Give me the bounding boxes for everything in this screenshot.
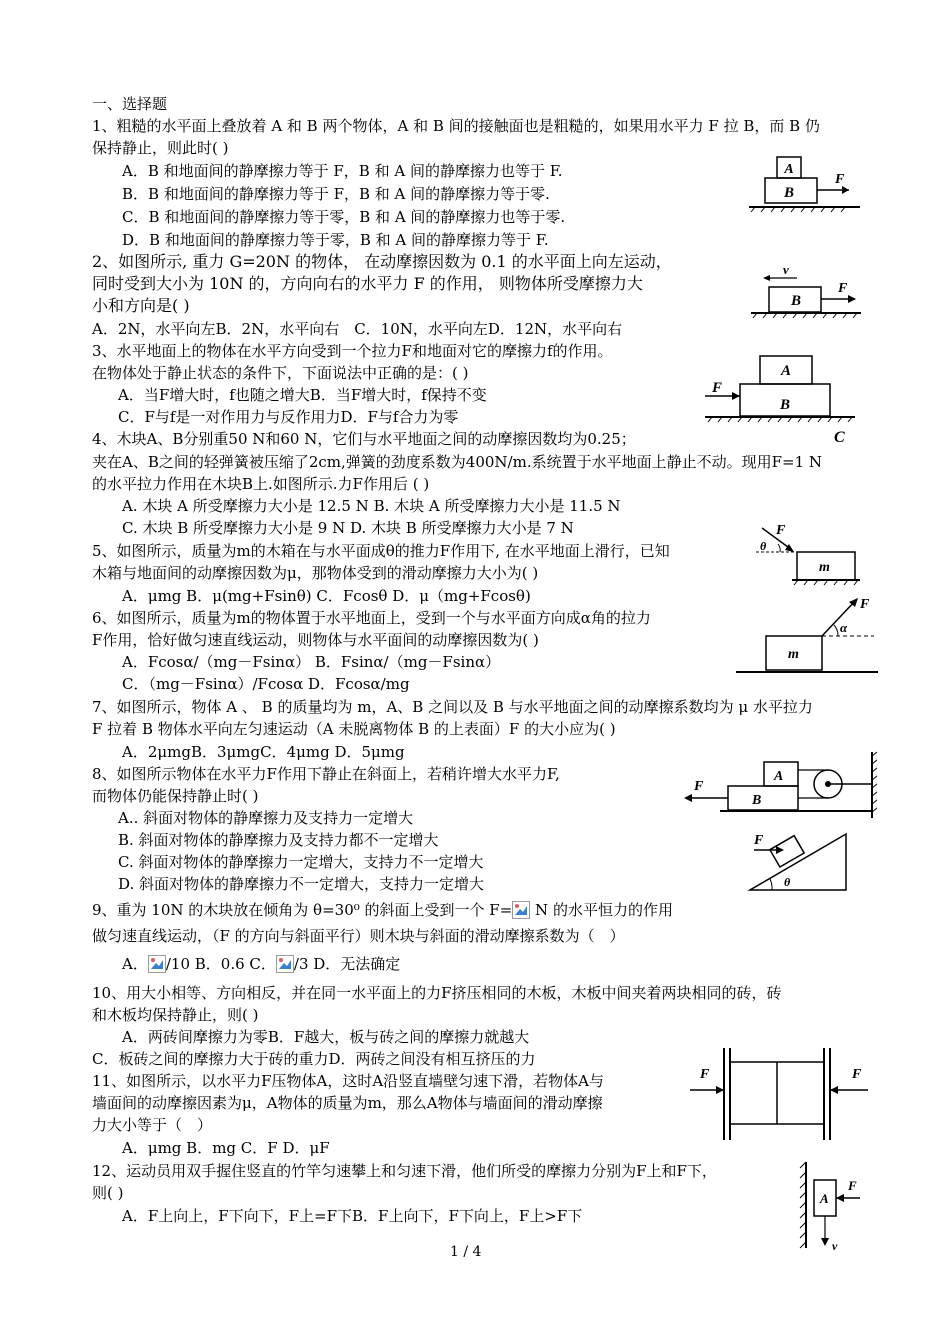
figure-q2-block-velocity bbox=[745, 265, 865, 327]
figure-q6-pulled-box bbox=[734, 592, 880, 680]
figure-q11-block-wall bbox=[794, 1158, 870, 1254]
question-10-options-ab[interactable]: A．两砖间摩擦力为零B．F越大，板与砖之间的摩擦力就越大 bbox=[122, 1028, 530, 1046]
broken-image-icon bbox=[276, 955, 294, 973]
question-9-text-b: N 的水平恒力的作用 bbox=[530, 901, 673, 919]
fig-label-f: F bbox=[754, 833, 764, 848]
question-2-line-3: 小和方向是( ) bbox=[92, 296, 190, 315]
question-7-line-1: 7、如图所示，物体 A 、 B 的质量均为 m，A、B 之间以及 B 与水平地面之间的动摩擦系数均为 μ 水平拉力 bbox=[92, 698, 813, 716]
fig-label-theta: θ bbox=[760, 539, 767, 553]
fig-label-f: F bbox=[835, 172, 845, 187]
question-3-options-ab[interactable]: A．当F增大时，f也随之增大B．当F增大时，f保持不变 bbox=[118, 386, 487, 404]
fig-label-b: B bbox=[752, 793, 762, 808]
question-6-line-2: F作用，恰好做匀速直线运动，则物体与水平面间的动摩擦因数为( ) bbox=[92, 631, 539, 649]
question-8-line-1: 8、如图所示物体在水平力F作用下静止在斜面上，若稍许增大水平力F, bbox=[92, 765, 560, 783]
question-9-line-2: 做匀速直线运动，（F 的方向与斜面平行）则木块与斜面的滑动摩擦系数为（ ） bbox=[92, 927, 625, 945]
question-12-line-1: 12、运动员用双手握住竖直的竹竿匀速攀上和匀速下滑，他们所受的摩擦力分别为F上和F下， bbox=[92, 1162, 717, 1180]
question-2-options[interactable]: A．2N，水平向左B．2N，水平向右 C．10N，水平向左D．12N，水平向右 bbox=[92, 320, 623, 338]
question-9-option-bc: /10 B．0.6 C． bbox=[165, 955, 276, 973]
fig-label-f: F bbox=[848, 1178, 857, 1193]
fig-label-v: v bbox=[783, 265, 789, 277]
question-1-option-b[interactable]: B．B 和地面间的静摩擦力等于 F，B 和 A 间的静摩擦力等于零. bbox=[122, 185, 550, 203]
question-3-line-2: 在物体处于静止状态的条件下，下面说法中正确的是：( ) bbox=[92, 364, 469, 382]
figure-q10-board-bricks bbox=[684, 1044, 874, 1144]
question-8-option-b[interactable]: B. 斜面对物体的静摩擦力及支持力都不一定增大 bbox=[118, 831, 439, 849]
figure-q5-pushed-box bbox=[752, 520, 862, 588]
question-1-line-2: 保持静止，则此时( ) bbox=[92, 139, 229, 157]
fig-label-f: F bbox=[712, 380, 723, 396]
question-3-options-cd[interactable]: C．F与f是一对作用力与反作用力D．F与f合力为零 bbox=[118, 408, 459, 426]
fig-label-a: A bbox=[784, 162, 794, 177]
figure-q3-blocks-on-ground bbox=[700, 348, 860, 448]
fig-label-b: B bbox=[780, 397, 791, 413]
fig-label-c: C bbox=[834, 429, 845, 446]
figure-q8-blocks-pulley bbox=[680, 748, 880, 820]
fig-label-f2: F bbox=[852, 1067, 862, 1082]
question-1-option-a[interactable]: A．B 和地面间的静摩擦力等于 F，B 和 A 间的静摩擦力也等于 F. bbox=[122, 162, 563, 180]
question-9-options[interactable] bbox=[122, 954, 400, 974]
fig-label-v: v bbox=[832, 1239, 838, 1253]
question-4-line-3: 的水平拉力作用在木块B上.如图所示.力F作用后 ( ) bbox=[92, 475, 430, 493]
question-7-options[interactable]: A．2μmgB．3μmgC．4μmg D．5μmg bbox=[122, 743, 405, 761]
fig-label-m: m bbox=[788, 647, 799, 662]
question-4-line-1: 4、木块A、B分别重50 N和60 N，它们与水平地面之间的动摩擦因数均为0.25； bbox=[92, 430, 636, 448]
question-6-options-ab[interactable]: A．Fcosα/（mg－Fsinα） B．Fsinα/（mg－Fsinα） bbox=[122, 653, 501, 671]
fig-label-alpha: α bbox=[840, 620, 848, 635]
broken-image-icon bbox=[148, 955, 166, 973]
question-4-options-ab[interactable]: A. 木块 A 所受摩擦力大小是 12.5 N B. 木块 A 所受摩擦力大小是 11.5 N bbox=[122, 497, 621, 515]
fig-label-f: F bbox=[838, 281, 848, 296]
question-5-line-2: 木箱与地面间的动摩擦因数为μ，那物体受到的滑动摩擦力大小为( ) bbox=[92, 564, 539, 582]
question-5-line-1: 5、如图所示，质量为m的木箱在与水平面成θ的推力F作用下, 在水平地面上滑行，已知 bbox=[92, 542, 670, 560]
fig-label-theta: θ bbox=[784, 875, 791, 889]
fig-label-f: F bbox=[776, 523, 786, 538]
fig-label-f: F bbox=[694, 779, 704, 794]
question-5-options[interactable]: A．μmg B．μ(mg+Fsinθ) C．Fcosθ D．μ（mg+Fcosθ) bbox=[122, 587, 531, 605]
question-12-options[interactable]: A．F上向上，F下向下，F上=F下B．F上向下，F下向上，F上>F下 bbox=[122, 1207, 583, 1225]
question-10-line-1: 10、用大小相等、方向相反，并在同一水平面上的力F挤压相同的木板，木板中间夹着两块相同的砖，砖 bbox=[92, 984, 782, 1002]
question-8-option-d[interactable]: D. 斜面对物体的静摩擦力不一定增大，支持力一定增大 bbox=[118, 875, 485, 893]
question-8-option-a[interactable]: A.. 斜面对物体的静摩擦力及支持力一定增大 bbox=[118, 809, 414, 827]
fig-label-a: A bbox=[774, 769, 784, 784]
question-7-line-2: F 拉着 B 物体水平向左匀速运动（A 未脱离物体 B 的上表面）F 的大小应为( ) bbox=[92, 720, 616, 738]
fig-label-f: F bbox=[860, 597, 870, 612]
question-2-line-1: 2、如图所示, 重力 G=20N 的物体， 在动摩擦因数为 0.1 的水平面上向左运动， bbox=[92, 252, 672, 271]
question-11-line-1: 11、如图所示，以水平力F压物体A，这时A沿竖直墙壁匀速下滑，若物体A与 bbox=[92, 1072, 604, 1090]
question-3-line-1: 3、水平地面上的物体在水平方向受到一个拉力F和地面对它的摩擦力f的作用。 bbox=[92, 342, 613, 360]
fig-label-b: B bbox=[791, 293, 802, 309]
question-9-line-1 bbox=[92, 900, 673, 920]
question-9-option-d: /3 D．无法确定 bbox=[293, 955, 401, 973]
figure-q8-incline bbox=[742, 826, 862, 896]
question-1-line-1: 1、粗糙的水平面上叠放着 A 和 B 两个物体，A 和 B 间的接触面也是粗糙的，如果用水平力 F 拉 B，而 B 仍 bbox=[92, 117, 820, 135]
question-6-options-cd[interactable]: C．（mg－Fsinα）/Fcosα D．Fcosα/mg bbox=[122, 675, 410, 693]
page-number: 1 / 4 bbox=[450, 1244, 482, 1260]
fig-label-a: A bbox=[781, 363, 792, 379]
question-9-option-a-label: A． bbox=[122, 955, 148, 973]
fig-label-f: F bbox=[700, 1067, 710, 1082]
section-title: 一、选择题 bbox=[92, 95, 168, 113]
question-1-option-c[interactable]: C．B 和地面间的静摩擦力等于零，B 和 A 间的静摩擦力也等于零. bbox=[122, 208, 566, 226]
question-12-line-2: 则( ) bbox=[92, 1184, 124, 1202]
question-4-options-cd[interactable]: C. 木块 B 所受摩擦力大小是 9 N D. 木块 B 所受摩擦力大小是 7 N bbox=[122, 519, 574, 537]
question-10-options-cd[interactable]: C．板砖之间的摩擦力大于砖的重力D．两砖之间没有相互挤压的力 bbox=[92, 1050, 536, 1068]
question-11-line-2: 墙面间的动摩擦因素为μ，A物体的质量为m，那么A物体与墙面间的滑动摩擦 bbox=[92, 1094, 603, 1112]
question-8-option-c[interactable]: C. 斜面对物体的静摩擦力一定增大，支持力不一定增大 bbox=[118, 853, 484, 871]
question-1-option-d[interactable]: D．B 和地面间的静摩擦力等于零，B 和 A 间的静摩擦力等于 F. bbox=[122, 231, 549, 249]
question-10-line-2: 和木板均保持静止，则( ) bbox=[92, 1006, 259, 1024]
fig-label-a: A bbox=[820, 1191, 829, 1206]
question-6-line-1: 6、如图所示，质量为m的物体置于水平地面上，受到一个与水平面方向成α角的拉力 bbox=[92, 609, 651, 627]
question-11-options[interactable]: A．μmg B．mg C．F D．μF bbox=[122, 1139, 330, 1157]
question-4-line-2: 夹在A、B之间的轻弹簧被压缩了2cm,弹簧的劲度系数为400N/m.系统置于水平地面上静止不动。现用F=1 N bbox=[92, 453, 823, 471]
question-8-line-2: 而物体仍能保持静止时( ) bbox=[92, 787, 259, 805]
fig-label-m: m bbox=[819, 560, 830, 575]
broken-image-icon bbox=[512, 901, 530, 919]
question-11-line-3: 力大小等于（ ） bbox=[92, 1116, 213, 1134]
figure-q1-stacked-blocks bbox=[745, 150, 865, 220]
question-2-line-2: 同时受到大小为 10N 的，方向向右的水平力 F 的作用， 则物体所受摩擦力大 bbox=[92, 274, 643, 293]
fig-label-b: B bbox=[783, 185, 795, 201]
question-9-text-a: 9、重为 10N 的木块放在倾角为 θ=30⁰ 的斜面上受到一个 F= bbox=[92, 901, 513, 919]
